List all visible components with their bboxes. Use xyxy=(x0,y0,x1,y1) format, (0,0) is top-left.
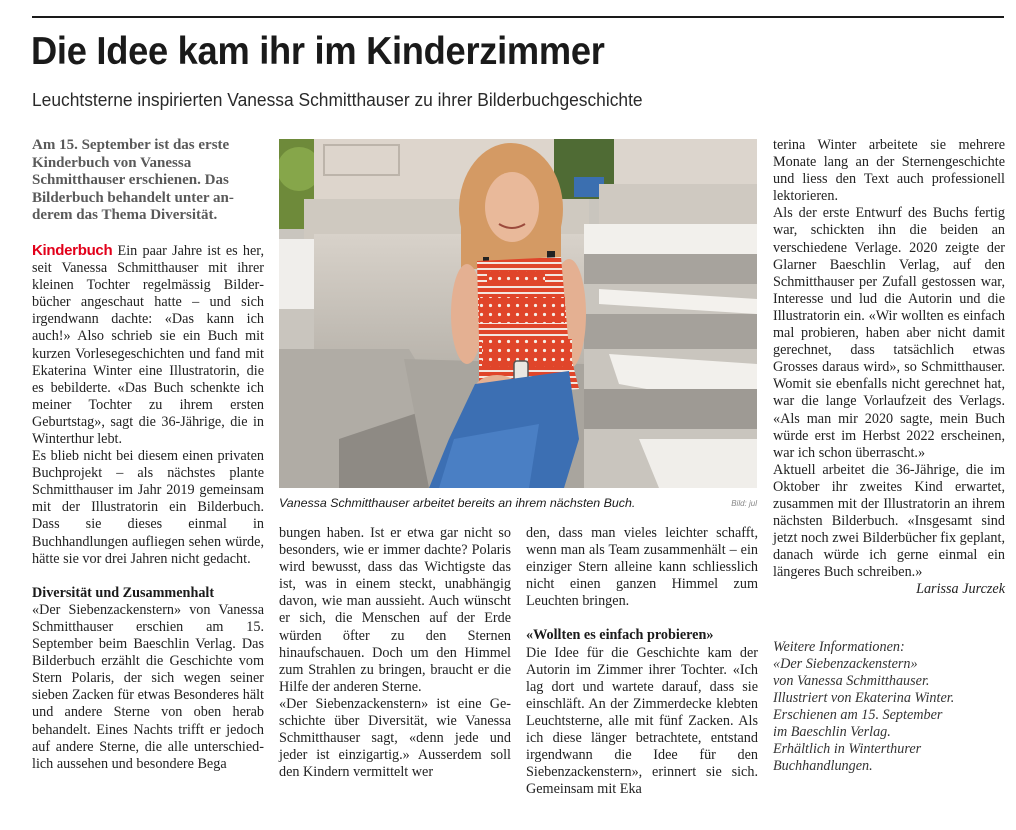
top-rule xyxy=(32,16,1004,18)
photo-caption xyxy=(279,496,757,514)
info-line: von Vanessa Schmitthauser. xyxy=(773,672,930,689)
caption-text: Vanessa Schmitthauser arbeitet bereits an ihrem nächsten Buch. xyxy=(279,496,636,510)
paragraph-7: Aktuell arbeitet die 36-Jährige, die im Oktober ihr zweites Kind erwartet, zusammen mit der Illustratorin an ihrem nächsten Bilderbuch. «Insgesamt sind jetzt noch zwei Bilderbücher fix geplant, danach würde ich gerne einmal ein längeres Buch schreiben.» xyxy=(773,461,1005,581)
subheadline: Leuchtsterne inspirierten Vanessa Schmitthauser zu ihrer Bilderbuchgeschichte xyxy=(32,89,643,110)
lead-paragraph: Am 15. September ist das erste Kinderbuch von Vanessa Schmitthauser erschienen. Das Bilderbuch behandelt unter anderem das Thema Diversität. xyxy=(32,137,234,224)
column-2 xyxy=(279,525,511,781)
info-line: Erschienen am 15. September xyxy=(773,706,943,723)
info-line: im Baeschlin Verlag. xyxy=(773,724,891,740)
column-4 xyxy=(773,137,1005,775)
column-1 xyxy=(32,137,264,773)
paragraph-6: Als der erste Entwurf des Buchs fertig war, schickten ihn die beiden an verschiedene Verlage. 2020 zeigte der Glarner Baeschlin Verlag, auf den Schmitthauser per Zufall gestossen war, Interesse und lud die Autorin und die Illustratorin ein. «Wir wollten es einfach mal probieren, haben aber nicht damit gerechnet, dass tatsächlich etwas Grosses daraus wird», so Schmitthauser. Womit sie ebenfalls nicht gerechnet hat, war die lange Vorlaufzeit des Verlags. «Als man mir 2020 sagte, mein Buch würde erst im Herbst 2022 erscheinen, war ich schon überrascht.» xyxy=(773,205,1005,461)
paragraph-4: «Der Siebenzackenstern» ist eine Geschichte über Diversität, wie Vanessa Schmitthauser sagt, «denn jede und jeder ist einzigartig.» Ausserdem soll den Kindern vermittelt wer xyxy=(279,695,511,781)
author-byline: Larissa Jurczek xyxy=(916,581,1005,598)
paragraph-1 xyxy=(32,242,264,448)
info-box xyxy=(773,639,1005,776)
paragraph-1-text: Ein paar Jahre ist es her, seit Vanessa Schmitthauser mit ihrer kleinen Tochter regelmässig Bilderbücher angeschaut hatte – und sich irgendwann dachte: «Das kann ich auch!» Also schrieb sie ein Buch mit kurzen Vorlesegeschichten und fand mit Ekaterina Winter eine Illustratorin, die es bebilderte. «Das Buch schenkte ich meiner Tochter zu ihrem ersten Geburtstag», sagt die 36-Jährige, die in Winterthur lebt. xyxy=(32,242,264,447)
kicker: Kinderbuch xyxy=(32,241,113,259)
paragraph-5-continued: terina Winter arbeitete sie mehrere Monate lang an der Sternengeschichte und liess den Text auch professionell lektorieren. xyxy=(773,137,1005,205)
info-line: Weitere Informationen: xyxy=(773,638,905,655)
info-line: Illustriert von Ekaterina Winter. xyxy=(773,689,955,706)
paragraph-3: «Der Siebenzackenstern» von Vanessa Schmitthauser erschien am 15. September beim Baeschlin Verlag. Das Bilderbuch erzählt die Geschichte vom Stern Polaris, der sich wegen seiner sieben Zacken für etwas Besonderes hält und andere Sterne von oben herab behandelt. Eines Nachts trifft er jedoch auf andere Sterne, die alle unterschiedlich aussehen und besondere Bega xyxy=(32,601,264,772)
info-line: Erhältlich in Winterthurer xyxy=(773,741,922,758)
photo-image xyxy=(279,139,757,488)
info-line: Buchhandlungen. xyxy=(773,758,873,775)
info-line: «Der Siebenzackenstern» xyxy=(773,655,918,672)
paragraph-2: Es blieb nicht bei diesem einen privaten Buchprojekt – als nächstes plante Schmitthauser im Jahr 2019 gemeinsam mit der Illustratorin ein Bilderbuch. Dass sie dieses einmal in Buchhandlungen aufliegen sehen würde, hätte sie vor drei Jahren nicht gedacht. xyxy=(32,448,264,567)
photo-credit: Bild: jul xyxy=(731,499,757,508)
article-photo xyxy=(279,139,757,488)
paragraph-4-continued: den, dass man vieles leichter schafft, wenn man als Team zusammenhält – ein einziger Stern alleine kann schliesslich nicht einen ganzen Himmel zum Leuchten bringen. xyxy=(526,525,758,610)
subhead-probieren: «Wollten es einfach probieren» xyxy=(526,627,714,644)
subhead-diversity: Diversität und Zusammenhalt xyxy=(32,584,215,601)
headline: Die Idee kam ihr im Kinderzimmer xyxy=(31,30,605,73)
column-3 xyxy=(526,525,758,798)
paragraph-5: Die Idee für die Geschichte kam der Autorin im Zimmer ihrer Tochter. «Ich lag dort und wartete darauf, dass sie einschläft. An der Zimmerdecke klebten Leuchtsterne, alle mit fünf Zacken. Als ich diese länger betrachtete, entstand irgendwann die Idee für den Siebenzackenstern», erinnert sie sich. Gemeinsam mit Eka xyxy=(526,644,758,798)
paragraph-3-continued: bungen haben. Ist er etwa gar nicht so besonders, wie er immer dachte? Polaris wird bewusst, dass das Wichtigste das ist, was in einem steckt, unabhängig davon, wie man aussieht. Auch wünscht er sich, die Menschen auf der Erde würden öfter zu den Sternen hinaufschauen. Doch um den Himmel zum Strahlen zu bringen, braucht er die Hilfe der anderen Sterne. xyxy=(279,525,511,695)
